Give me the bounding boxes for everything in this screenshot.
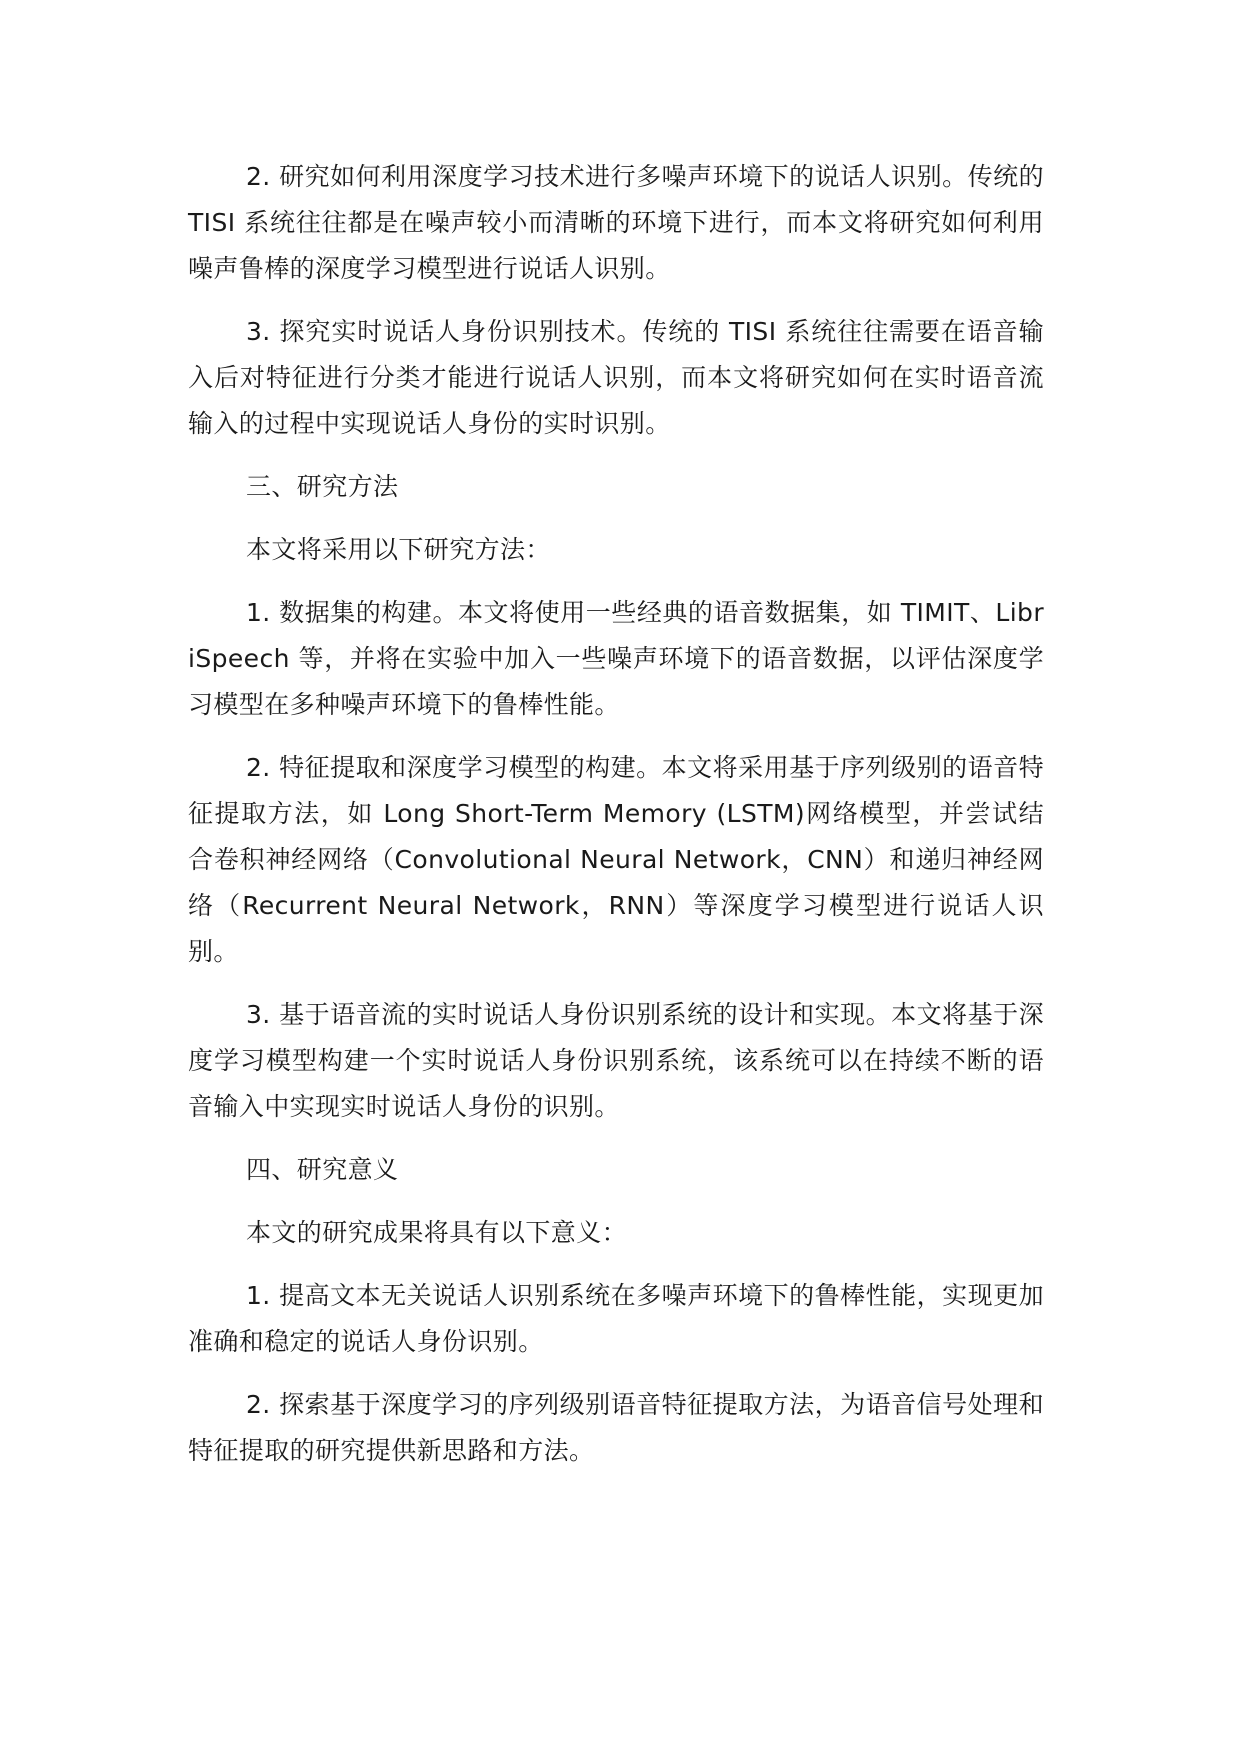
paragraph-method-3: 3. 基于语音流的实时说话人身份识别系统的设计和实现。本文将基于深度学习模型构建一个实时说话人身份识别系统，该系统可以在持续不断的语音输入中实现实时说话人身份的识别。 <box>188 1000 1044 1121</box>
section-heading-methods: 三、研究方法 <box>246 472 399 501</box>
section-heading-significance: 四、研究意义 <box>246 1155 399 1184</box>
paragraph-significance-intro: 本文的研究成果将具有以下意义： <box>246 1218 628 1247</box>
paragraph-significance-1: 1. 提高文本无关说话人识别系统在多噪声环境下的鲁棒性能，实现更加准确和稳定的说话人身份识别。 <box>188 1281 1044 1356</box>
paragraph-objective-2: 2. 研究如何利用深度学习技术进行多噪声环境下的说话人识别。传统的 TISI 系统往往都是在噪声较小而清晰的环境下进行，而本文将研究如何利用噪声鲁棒的深度学习模型进行说话人识别。 <box>188 162 1044 283</box>
paragraph-significance-2: 2. 探索基于深度学习的序列级别语音特征提取方法，为语音信号处理和特征提取的研究提供新思路和方法。 <box>188 1390 1044 1465</box>
paragraph-method-2: 2. 特征提取和深度学习模型的构建。本文将采用基于序列级别的语音特征提取方法，如 Long Short-Term Memory (LSTM)网络模型，并尝试结合卷积神经网络（Convolutional Neural Network，CNN）和递归神经网络（Recurrent Neural Network，RNN）等深度学习模型进行说话人识别。 <box>188 753 1044 966</box>
paragraph-objective-3: 3. 探究实时说话人身份识别技术。传统的 TISI 系统往往需要在语音输入后对特征进行分类才能进行说话人识别，而本文将研究如何在实时语音流输入的过程中实现说话人身份的实时识别。 <box>188 317 1044 438</box>
paragraph-methods-intro: 本文将采用以下研究方法： <box>246 535 551 564</box>
document-body <box>188 154 1044 1491</box>
paragraph-method-1: 1. 数据集的构建。本文将使用一些经典的语音数据集，如 TIMIT、LibriSpeech 等，并将在实验中加入一些噪声环境下的语音数据，以评估深度学习模型在多种噪声环境下的鲁棒性能。 <box>188 598 1044 719</box>
